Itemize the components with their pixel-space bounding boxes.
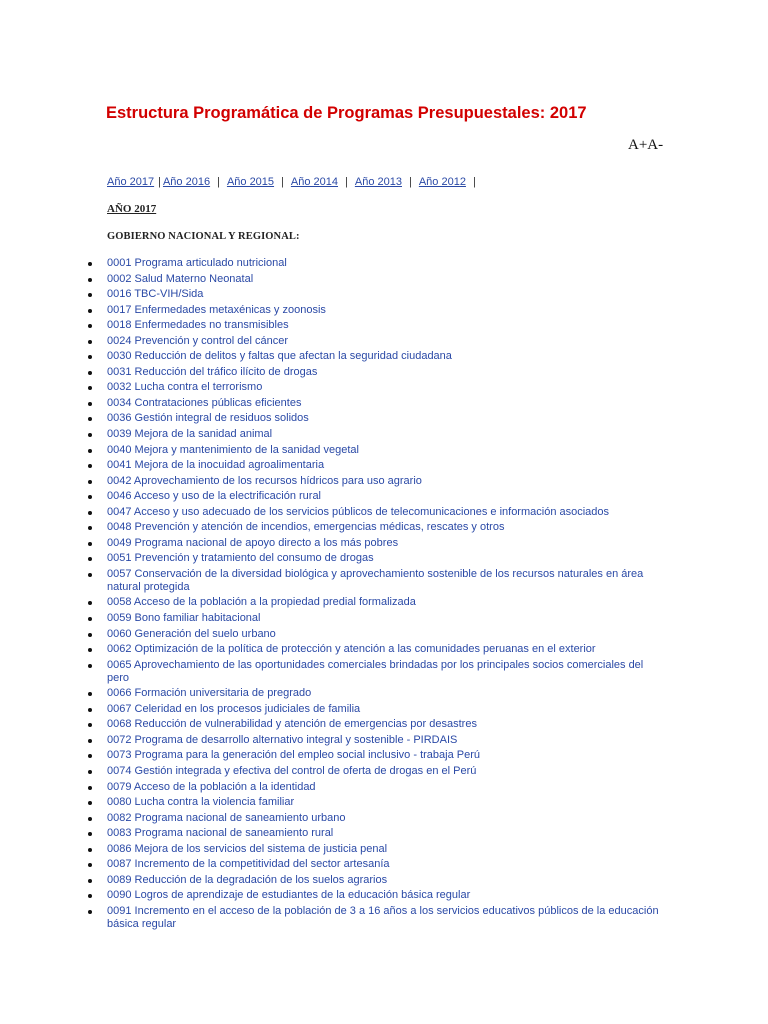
year-link[interactable]: Año 2013 <box>354 176 402 188</box>
program-link[interactable]: 0080 Lucha contra la violencia familiar <box>107 796 295 809</box>
list-item <box>107 490 667 503</box>
program-link[interactable]: 0034 Contrataciones públicas eficientes <box>107 396 302 409</box>
program-link[interactable]: 0074 Gestión integrada y efectiva del control de oferta de drogas en el Perú <box>107 764 477 777</box>
list-item <box>107 687 667 700</box>
program-link[interactable]: 0086 Mejora de los servicios del sistema de justicia penal <box>107 842 388 855</box>
year-link[interactable]: Año 2017 <box>107 176 155 188</box>
list-item <box>107 612 667 625</box>
list-item <box>107 444 667 457</box>
list-item <box>107 874 667 887</box>
program-link[interactable]: 0039 Mejora de la sanidad animal <box>107 428 273 441</box>
year-separator: | <box>281 176 284 188</box>
list-item <box>107 335 667 348</box>
year-separator: | <box>345 176 348 188</box>
program-link[interactable]: 0059 Bono familiar habitacional <box>107 612 261 625</box>
year-link[interactable]: Año 2014 <box>290 176 339 188</box>
program-link[interactable]: 0031 Reducción del tráfico ilícito de drogas <box>107 365 318 378</box>
program-link[interactable]: 0065 Aprovechamiento de las oportunidades comerciales brindadas por los principales socios comerciales del pero <box>107 658 644 684</box>
year-separator: | <box>158 176 161 188</box>
year-link[interactable]: Año 2016 <box>162 176 211 188</box>
list-item <box>107 659 667 685</box>
list-item <box>107 475 667 488</box>
list-item <box>107 319 667 332</box>
list-item <box>107 350 667 363</box>
list-item <box>107 537 667 550</box>
list-item <box>107 734 667 747</box>
list-item <box>107 397 667 410</box>
program-link[interactable]: 0057 Conservación de la diversidad biológica y aprovechamiento sostenible de los recursos naturales en área natural protegida <box>107 567 644 593</box>
year-separator: | <box>408 176 412 188</box>
program-link[interactable]: 0058 Acceso de la población a la propiedad predial formalizada <box>107 596 416 609</box>
program-link[interactable]: 0018 Enfermedades no transmisibles <box>107 319 289 332</box>
year-nav <box>107 176 483 188</box>
list-item <box>107 749 667 762</box>
program-list <box>107 257 667 933</box>
program-link[interactable]: 0072 Programa de desarrollo alternativo integral y sostenible - PIRDAIS <box>107 733 458 746</box>
program-link[interactable]: 0079 Acceso de la población a la identidad <box>107 780 316 793</box>
font-size-controls <box>628 137 663 154</box>
program-link[interactable]: 0046 Acceso y uso de la electrificación rural <box>107 490 322 503</box>
program-link[interactable]: 0001 Programa articulado nutricional <box>107 257 287 269</box>
program-link[interactable]: 0042 Aprovechamiento de los recursos hídricos para uso agrario <box>107 474 422 487</box>
program-link[interactable]: 0087 Incremento de la competitividad del sector artesanía <box>107 858 390 871</box>
program-link[interactable]: 0067 Celeridad en los procesos judiciales de familia <box>107 702 361 715</box>
list-item <box>107 905 667 931</box>
list-item <box>107 552 667 565</box>
list-item <box>107 827 667 840</box>
list-item <box>107 765 667 778</box>
page-title: Estructura Programática de Programas Presupuestales: 2017 <box>106 104 587 122</box>
list-item <box>107 643 667 656</box>
year-separator: | <box>217 176 220 188</box>
increase-font-button[interactable]: A+ <box>628 137 648 153</box>
program-link[interactable]: 0066 Formación universitaria de pregrado <box>107 687 312 700</box>
list-item <box>107 703 667 716</box>
program-link[interactable]: 0024 Prevención y control del cáncer <box>107 334 288 347</box>
year-link[interactable]: Año 2015 <box>226 176 275 188</box>
program-link[interactable]: 0051 Prevención y tratamiento del consumo de drogas <box>107 552 374 565</box>
list-item <box>107 459 667 472</box>
program-link[interactable]: 0032 Lucha contra el terrorismo <box>107 381 263 394</box>
list-item <box>107 521 667 534</box>
program-link[interactable]: 0091 Incremento en el acceso de la población de 3 a 16 años a los servicios educativos públicos de la educación básica regular <box>107 904 659 930</box>
year-separator: | <box>472 176 476 188</box>
program-link[interactable]: 0083 Programa nacional de saneamiento rural <box>107 827 334 840</box>
list-item <box>107 796 667 809</box>
decrease-font-button[interactable]: A- <box>647 137 664 153</box>
program-link[interactable]: 0089 Reducción de la degradación de los suelos agrarios <box>107 873 388 886</box>
program-link[interactable]: 0082 Programa nacional de saneamiento urbano <box>107 811 346 824</box>
list-item <box>107 781 667 794</box>
list-item <box>107 366 667 379</box>
list-item <box>107 889 667 902</box>
program-link[interactable]: 0049 Programa nacional de apoyo directo a los más pobres <box>107 536 399 549</box>
program-link[interactable]: 0062 Optimización de la política de protección y atención a las comunidades peruanas en el exterior <box>107 643 596 656</box>
list-item <box>107 506 667 519</box>
program-link[interactable]: 0073 Programa para la generación del empleo social inclusivo - trabaja Perú <box>107 749 480 762</box>
list-item <box>107 381 667 394</box>
program-link[interactable]: 0060 Generación del suelo urbano <box>107 627 276 640</box>
section-year-heading: AÑO 2017 <box>107 203 157 215</box>
list-item <box>107 858 667 871</box>
program-link[interactable]: 0041 Mejora de la inocuidad agroalimentaria <box>107 459 325 472</box>
program-link[interactable]: 0030 Reducción de delitos y faltas que afectan la seguridad ciudadana <box>107 350 452 363</box>
program-link[interactable]: 0068 Reducción de vulnerabilidad y atención de emergencias por desastres <box>107 718 477 731</box>
list-item <box>107 628 667 641</box>
list-item <box>107 428 667 441</box>
program-link[interactable]: 0017 Enfermedades metaxénicas y zoonosis <box>107 303 326 316</box>
list-item <box>107 412 667 425</box>
program-link[interactable]: 0036 Gestión integral de residuos solidos <box>107 412 309 425</box>
year-link[interactable]: Año 2012 <box>418 176 466 188</box>
section-heading: GOBIERNO NACIONAL Y REGIONAL: <box>107 231 300 242</box>
program-link[interactable]: 0048 Prevención y atención de incendios, emergencias médicas, rescates y otros <box>107 521 505 534</box>
program-link[interactable]: 0090 Logros de aprendizaje de estudiantes de la educación básica regular <box>107 889 471 902</box>
program-link[interactable]: 0016 TBC-VIH/Sida <box>107 288 204 301</box>
list-item <box>107 843 667 856</box>
list-item <box>107 304 667 317</box>
program-link[interactable]: 0002 Salud Materno Neonatal <box>107 272 254 285</box>
list-item <box>107 568 667 594</box>
list-item <box>107 812 667 825</box>
list-item <box>107 273 667 286</box>
list-item <box>107 257 667 270</box>
list-item <box>107 596 667 609</box>
list-item <box>107 288 667 301</box>
program-link[interactable]: 0040 Mejora y mantenimiento de la sanidad vegetal <box>107 443 359 456</box>
program-link[interactable]: 0047 Acceso y uso adecuado de los servicios públicos de telecomunicaciones e información asociados <box>107 505 610 518</box>
list-item <box>107 718 667 731</box>
